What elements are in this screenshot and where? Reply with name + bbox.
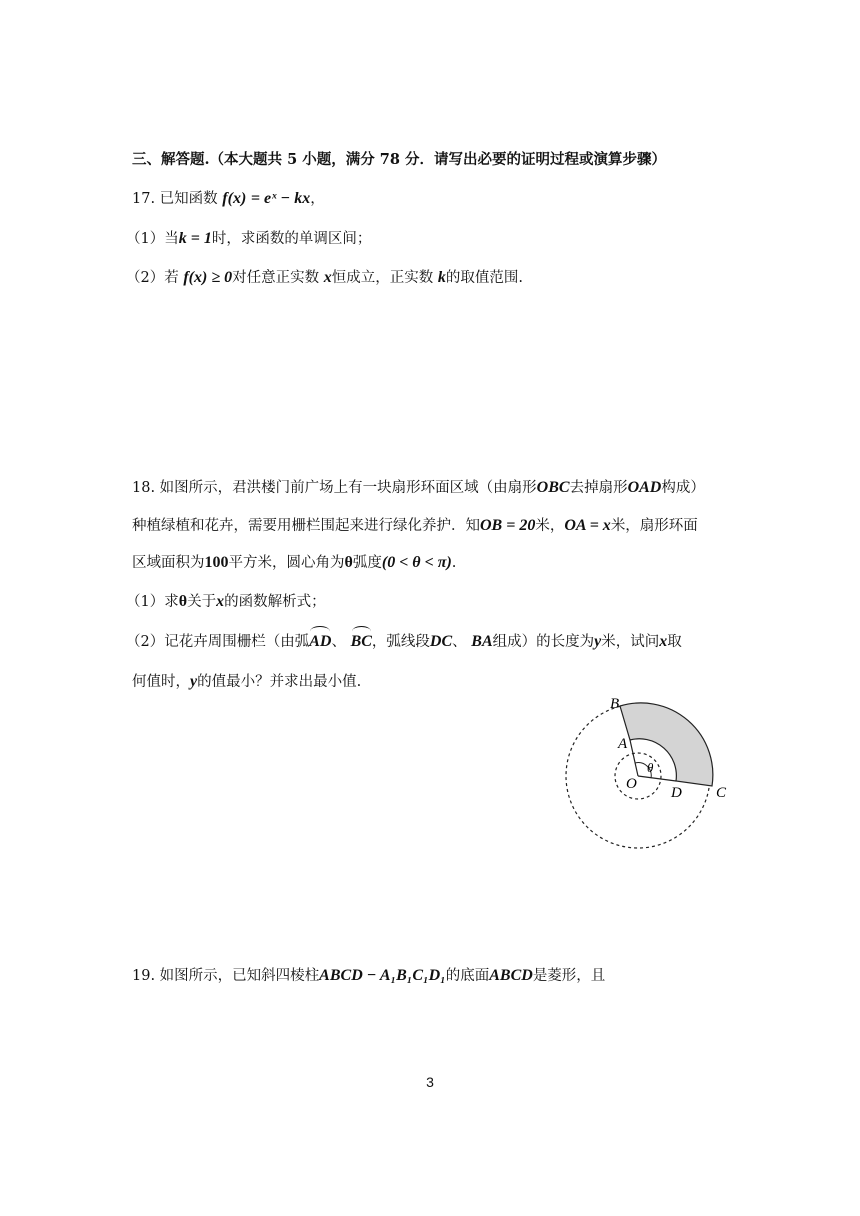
q17-part2-mid1: 对任意正实数 xyxy=(232,270,320,286)
q18-line1-a: 如图所示，君洪楼门前广场上有一块扇形环面区域（由扇形 xyxy=(159,480,537,496)
q19-number: 19. xyxy=(132,968,156,984)
page-number: 3 xyxy=(426,1074,434,1090)
q17-stem xyxy=(132,189,325,209)
radius-od xyxy=(638,776,676,781)
q19-stem xyxy=(132,966,605,986)
q18-part2-cont xyxy=(132,672,361,692)
q18-line3-d: . xyxy=(451,555,457,571)
q17-part1-cond: k = 1 xyxy=(178,230,212,247)
section-heading: 三、解答题.（本大题共 5 小题，满分 78 分．请写出必要的证明过程或演算步骤） xyxy=(132,151,667,168)
q18-line3-a: 区域面积为 xyxy=(132,555,205,571)
q18-theta-range: (0 < θ < π) xyxy=(381,554,452,571)
q18-line3-c: 弧度 xyxy=(352,555,382,571)
q18-part2-d: 、 xyxy=(452,634,467,650)
q17-intro: 已知函数 xyxy=(159,191,218,207)
label-b: B xyxy=(610,696,620,712)
q17-function-rhs: = eˣ − kx xyxy=(250,190,311,207)
q19-text-a: 如图所示，已知斜四棱柱 xyxy=(159,968,320,984)
q19-text-b: 的底面 xyxy=(445,968,490,984)
q18-line1-b: 去掉扇形 xyxy=(569,480,628,496)
q19-prism: ABCD − A₁B₁C₁D₁ xyxy=(319,967,446,984)
q18-oa-length: OA = x xyxy=(564,517,611,534)
q18-area-value: 100 xyxy=(204,554,229,571)
q18-arc-bc: BC xyxy=(350,633,372,650)
q18-part2-b: 、 xyxy=(331,634,346,650)
q17-part2-var2: k xyxy=(437,269,446,286)
q17-part2-mid2: 恒成立，正实数 xyxy=(331,270,434,286)
q17-function-lhs: f(x) xyxy=(222,190,247,207)
q18-theta: θ xyxy=(344,554,353,571)
radius-oa xyxy=(630,740,638,776)
q18-part2 xyxy=(126,632,682,652)
q18-part1-a: （1）求 xyxy=(126,594,179,610)
label-theta: θ xyxy=(647,760,654,775)
q17-part1-prefix: （1）当 xyxy=(126,231,179,247)
shaded-ring-region xyxy=(620,703,713,786)
q18-part2-f: 米，试问 xyxy=(601,634,660,650)
q18-segment-dc: DC xyxy=(429,633,453,650)
q17-part1-suffix: 时，求函数的单调区间； xyxy=(211,231,372,247)
q18-sector-oad: OAD xyxy=(627,479,662,496)
q17-part2 xyxy=(126,268,523,288)
q18-part1-b: 关于 xyxy=(187,594,217,610)
q18-part2-y: y xyxy=(594,633,602,650)
q17-part2-var1: x xyxy=(323,269,332,286)
q18-part2-c: ，弧线段 xyxy=(371,634,430,650)
q17-part1 xyxy=(126,229,371,249)
q18-line1 xyxy=(132,478,705,498)
q18-arc-ad: AD xyxy=(309,633,332,650)
q18-part1-theta: θ xyxy=(178,593,188,610)
q17-intro-end: ， xyxy=(310,191,325,207)
label-d: D xyxy=(671,785,682,801)
q17-part2-suffix: 的取值范围. xyxy=(445,270,523,286)
q18-part1-x: x xyxy=(216,593,225,610)
label-c: C xyxy=(716,785,727,801)
label-a: A xyxy=(618,736,628,752)
q18-line1-c: 构成） xyxy=(661,480,705,496)
q18-number: 18. xyxy=(132,480,156,496)
q19-text-c: 是菱形，且 xyxy=(532,968,606,984)
q17-part2-prefix: （2）若 xyxy=(126,270,179,286)
q18-part2-e: 组成）的长度为 xyxy=(492,634,595,650)
label-o: O xyxy=(626,776,637,792)
q18-ob-length: OB = 20 xyxy=(480,517,536,534)
q18-part2b-a: 何值时， xyxy=(132,674,190,690)
q18-part2-g: 取 xyxy=(667,634,682,650)
q18-part2b-y: y xyxy=(190,673,198,690)
q18-part1-c: 的函数解析式； xyxy=(224,594,326,610)
q18-line3 xyxy=(132,553,456,573)
q18-part2-a: （2）记花卉周围栅栏（由弧 xyxy=(126,634,310,650)
q18-line2-b: 米， xyxy=(535,518,565,534)
q17-part2-cond: f(x) ≥ 0 xyxy=(183,269,233,286)
q18-part1 xyxy=(126,592,326,612)
q18-line2-c: 米，扇形环面 xyxy=(610,518,698,534)
q18-sector-obc: OBC xyxy=(536,479,570,496)
q18-line3-b: 平方米，圆心角为 xyxy=(228,555,345,571)
q19-base: ABCD xyxy=(489,967,533,984)
q18-part2b-b: 的值最小？并求出最小值. xyxy=(197,674,362,690)
q18-line2-a: 种植绿植和花卉，需要用栅栏围起来进行绿化养护．知 xyxy=(132,518,480,534)
q18-part2-x: x xyxy=(659,633,668,650)
sector-ring-figure xyxy=(560,690,740,880)
q18-segment-ba: BA xyxy=(471,633,493,650)
q17-number: 17. xyxy=(132,191,156,207)
q18-line2 xyxy=(132,516,698,536)
